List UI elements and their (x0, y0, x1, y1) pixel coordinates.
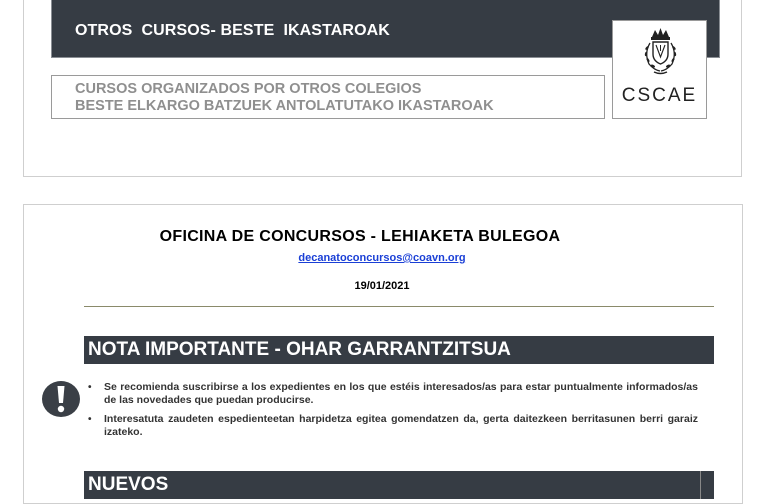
section-divider (84, 306, 714, 307)
office-title: OFICINA DE CONCURSOS - LEHIAKETA BULEGOA (159, 228, 561, 245)
new-section-title: NUEVOS (88, 474, 169, 495)
other-colleges-courses-link[interactable] (51, 75, 605, 119)
courses-header-title: OTROS CURSOS- BESTE IKASTAROAK (75, 22, 390, 39)
header-divider (700, 471, 701, 499)
other-courses-line-eu: BESTE ELKARGO BATZUEK ANTOLATUTAKO IKASTAROAK (75, 98, 494, 114)
note-text-es: Se recomienda suscribirse a los expedientes en los que estéis interesados/as para estar puntualmente informados/as de las novedades que puedan producirse. (104, 381, 698, 406)
note-text-eu: Interesatuta zaudeten espedienteetan harpidetza egitea gomendatzen da, gerta daitezkeen berritasunen berri garaiz izateko. (104, 413, 698, 438)
cscae-logo (612, 20, 707, 119)
important-note-list (88, 381, 698, 445)
office-date: 19/01/2021 (354, 280, 410, 292)
other-courses-line-es: CURSOS ORGANIZADOS POR OTROS COLEGIOS (75, 81, 422, 97)
important-note-header (84, 336, 714, 364)
list-item (88, 381, 698, 407)
office-email-link[interactable]: decanatoconcursos@coavn.org (298, 252, 466, 264)
bullet: • (88, 382, 92, 393)
exclamation-icon (41, 380, 81, 418)
bullet: • (88, 414, 92, 425)
important-note-title: NOTA IMPORTANTE - OHAR GARRANTZITSUA (88, 339, 511, 360)
cscae-logo-text: CSCAE (621, 85, 698, 106)
new-section-header (84, 471, 714, 499)
list-item (88, 413, 698, 439)
